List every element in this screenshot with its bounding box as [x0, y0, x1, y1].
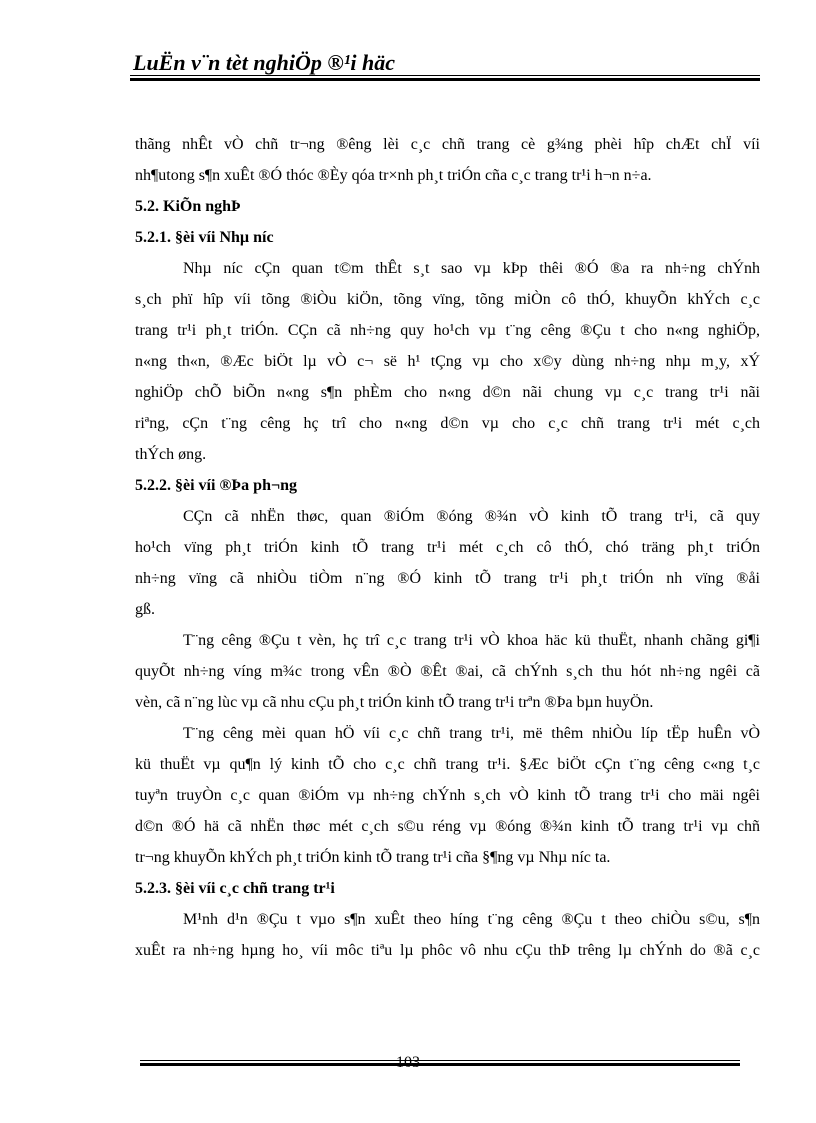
subsection-heading: 5.2.3. §èi víi c¸c chñ trang tr¹i — [135, 880, 335, 897]
paragraph-line: trang tr¹i ph¸t triÓn. CÇn cã nh÷ng quy ho¹ch vµ t¨ng cêng ®Çu t cho n«ng nghiÖp, — [135, 322, 760, 339]
paragraph-line: CÇn cã nhËn thøc, quan ®iÓm ®óng ®¾n vÒ kinh tÕ trang tr¹i, cã quy — [183, 508, 760, 525]
paragraph-line: quyÕt nh÷ng víng m¾c trong vÊn ®Ò ®Êt ®ai, cã chÝnh s¸ch thu hót nh÷ng ngêi cã — [135, 663, 760, 680]
paragraph-line: riªng, cÇn t¨ng cêng hç trî cho n«ng d©n vµ cho c¸c chñ trang tr¹i mét c¸ch — [135, 415, 760, 432]
paragraph-line: nghiÖp chÕ biÕn n«ng s¶n phÈm cho n«ng d©n nãi chung vµ c¸c trang tr¹i nãi — [135, 384, 760, 401]
paragraph-line: tuyªn truyÒn c¸c quan ®iÓm vµ nh÷ng chÝnh s¸ch vÒ kinh tÕ trang tr¹i cho mäi ngêi — [135, 787, 760, 804]
paragraph-line: ho¹ch vïng ph¸t triÓn kinh tÕ trang tr¹i mét c¸ch cô thÓ, chó träng ph¸t triÓn — [135, 539, 760, 556]
subsection-heading: 5.2.2. §èi víi ®Þa ph¬ng — [135, 477, 297, 494]
section-heading: 5.2. KiÕn nghÞ — [135, 198, 241, 215]
body-text — [135, 129, 760, 966]
paragraph-line: Nhµ níc cÇn quan t©m thÊt s¸t sao vµ kÞp thêi ®Ó ®a ra nh÷ng chÝnh — [183, 260, 760, 277]
paragraph-line: M¹nh d¹n ®Çu t vµo s¶n xuÊt theo híng t¨ng cêng ®Çu t theo chiÒu s©u, s¶n — [183, 911, 760, 928]
header-rule-thick — [130, 78, 760, 81]
paragraph-line: T¨ng cêng mèi quan hÖ víi c¸c chñ trang tr¹i, më thêm nhiÒu líp tËp huÊn vÒ — [183, 725, 760, 742]
paragraph-line: kü thuËt vµ qu¶n lý kinh tÕ cho c¸c chñ trang tr¹i. §Æc biÖt cÇn t¨ng cêng c«ng t¸c — [135, 756, 760, 773]
subsection-heading: 5.2.1. §èi víi Nhµ níc — [135, 229, 274, 246]
paragraph-line: nh÷ng vïng cã nhiÒu tiÒm n¨ng ®Ó kinh tÕ trang tr¹i ph¸t triÓn nh vïng ®åi — [135, 570, 760, 587]
paragraph-line: nh¶utong s¶n xuÊt ®Ó thóc ®Èy qóa tr×nh ph¸t triÓn cña c¸c trang tr¹i h¬n n÷a. — [135, 167, 652, 184]
paragraph-line: gß. — [135, 601, 155, 618]
page-number: 103 — [396, 1054, 420, 1071]
paragraph-line: tr¬ng khuyÕn khÝch ph¸t triÓn kinh tÕ trang tr¹i cña §¶ng vµ Nhµ níc ta. — [135, 849, 611, 866]
header-title: LuËn v¨n tèt nghiÖp ®¹i häc — [133, 50, 396, 75]
paragraph-line: s¸ch phï hîp víi tõng ®iÒu kiÖn, tõng vïng, tõng miÒn cô thÓ, khuyÕn khÝch c¸c — [135, 291, 760, 308]
paragraph-line: thãng nhÊt vÒ chñ tr¬ng ®êng lèi c¸c chñ trang cè g¾ng phèi hîp chÆt chÏ víi — [135, 136, 760, 153]
header-rule — [130, 75, 760, 76]
paragraph-line: vèn, cã n¨ng lùc vµ cã nhu cÇu ph¸t triÓn kinh tÕ trang tr¹i trªn ®Þa bµn huyÖn. — [135, 694, 654, 711]
paragraph-line: xuÊt ra nh÷ng hµng ho¸ víi môc tiªu lµ phôc vô nhu cÇu thÞ trêng lµ chÝnh do ®ã c¸c — [135, 942, 760, 959]
paragraph-line: thÝch øng. — [135, 446, 207, 463]
paragraph-line: d©n ®Ó hä cã nhËn thøc mét c¸ch s©u réng vµ ®óng ®¾n kinh tÕ trang tr¹i vµ chñ — [135, 818, 760, 835]
paragraph-line: n«ng th«n, ®Æc biÖt lµ vÒ c¬ së h¹ tÇng vµ cho x©y dùng nh÷ng nhµ m¸y, xÝ — [135, 353, 760, 370]
paragraph-line: T¨ng cêng ®Çu t vèn, hç trî c¸c trang tr¹i vÒ khoa häc kü thuËt, nhanh chãng gi¶i — [183, 632, 760, 649]
